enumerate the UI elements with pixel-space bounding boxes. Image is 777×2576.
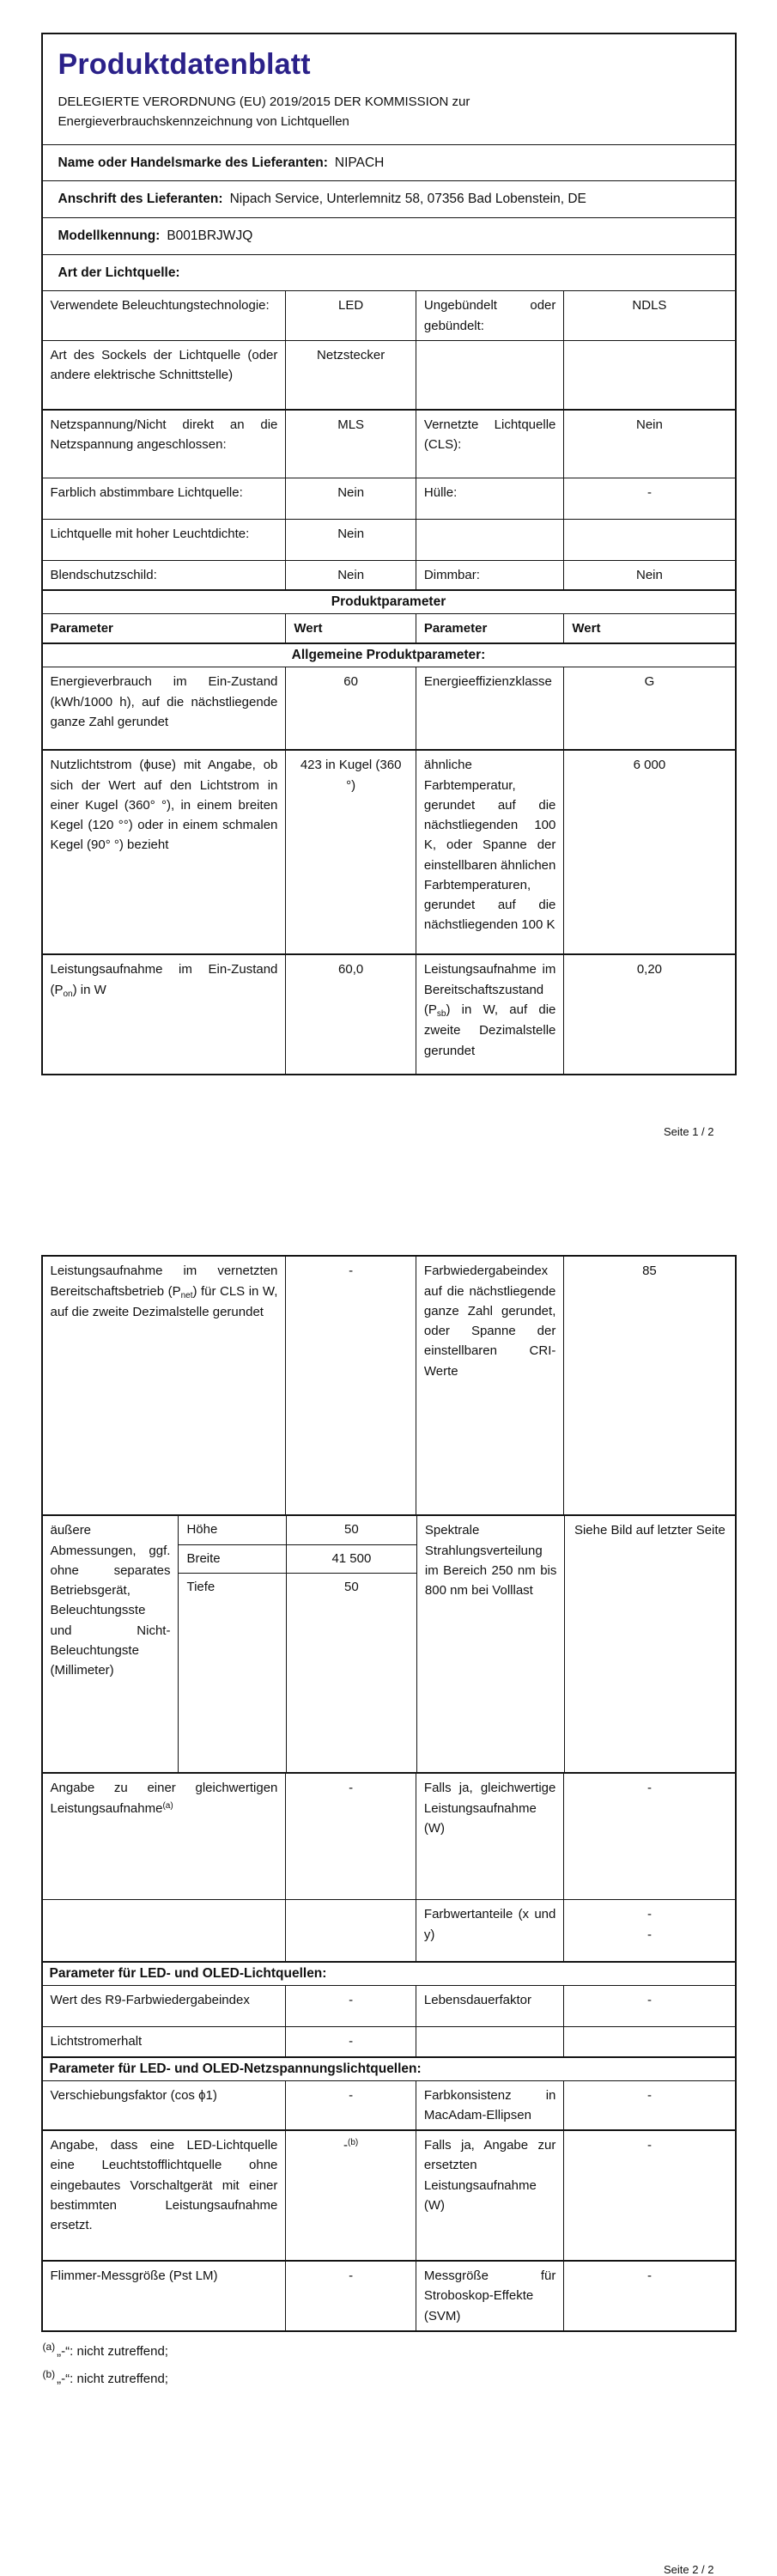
model-id-row bbox=[43, 217, 735, 254]
column-header: Parameter bbox=[50, 621, 113, 636]
param-cell: Verschiebungsfaktor (cos ϕ1) bbox=[50, 2087, 217, 2103]
table-row bbox=[43, 478, 735, 519]
table-row bbox=[43, 2129, 735, 2260]
table-row bbox=[43, 1899, 735, 1961]
param-cell bbox=[416, 341, 563, 409]
value-cell: - bbox=[563, 1774, 734, 1899]
param-cell: Farbkonsistenz in MacAdam-Ellipsen bbox=[416, 2081, 563, 2130]
superscript: (a) bbox=[162, 1800, 173, 1811]
value-cell: 6 000 bbox=[563, 751, 734, 953]
param-cell: Energieeffizienzklasse bbox=[416, 667, 563, 749]
table-row bbox=[43, 749, 735, 953]
value-line: - bbox=[646, 1907, 652, 1922]
param-cell: Lichtquelle mit hoher Leuchtdichte: bbox=[50, 526, 250, 541]
value-cell: - bbox=[563, 1986, 734, 2026]
param-cell: Art des Sockels der Lichtquelle (oder andere elektrische Schnittstelle) bbox=[50, 347, 278, 382]
param-cell: Netzspannung/Nicht direkt an die Netzspannung angeschlossen: bbox=[50, 417, 278, 452]
value-cell: 85 bbox=[563, 1257, 734, 1514]
dimensions-row bbox=[43, 1514, 735, 1772]
table-row bbox=[43, 667, 735, 749]
table-row bbox=[43, 953, 735, 1074]
param-cell bbox=[416, 2027, 563, 2055]
value-cell: 0,20 bbox=[563, 955, 734, 1074]
value-cell: Nein bbox=[563, 561, 734, 589]
footnote-marker: (a) bbox=[42, 2341, 56, 2353]
supplier-address-row bbox=[43, 180, 735, 217]
param-cell: Lebensdauerfaktor bbox=[416, 1986, 563, 2026]
datasheet-table-page-2 bbox=[41, 1255, 737, 2332]
value-cell: - bbox=[563, 2262, 734, 2330]
supplier-address-value: Nipach Service, Unterlemnitz 58, 07356 Bad Lobenstein, DE bbox=[229, 192, 586, 207]
column-header: Parameter bbox=[416, 614, 563, 642]
value-cell: - bbox=[563, 2081, 734, 2130]
value-cell: G bbox=[563, 667, 734, 749]
value-cell: NDLS bbox=[563, 291, 734, 340]
light-source-type-header: Art der Lichtquelle: bbox=[43, 254, 735, 291]
value-cell bbox=[563, 1900, 734, 1961]
table-row bbox=[43, 519, 735, 560]
param-cell: Farblich abstimmbare Lichtquelle: bbox=[50, 484, 243, 500]
dimension-value: 50 bbox=[286, 1516, 416, 1544]
dimension-sub-row bbox=[179, 1544, 416, 1574]
value-cell: LED bbox=[285, 291, 416, 340]
title-block bbox=[43, 34, 735, 144]
value-cell: MLS bbox=[285, 411, 416, 478]
model-id-value: B001BRJWJQ bbox=[167, 228, 253, 243]
section-band-led: Parameter für LED- und OLED-Lichtquellen: bbox=[43, 1961, 735, 1985]
param-cell: Leistungsaufnahme im Ein-Zustand $(P_{on})$ in W bbox=[50, 962, 278, 999]
table-row bbox=[43, 1772, 735, 1899]
page-2 bbox=[41, 1255, 737, 2576]
param-cell: ähnliche Farbtemperatur, gerundet auf die nächstliegenden 100 K, oder Spanne der einstellbaren ähnlichen Farbtemperaturen, gerundet auf die nächstliegenden 100 K bbox=[416, 751, 563, 953]
value-cell: Nein bbox=[285, 561, 416, 589]
table-row bbox=[43, 2080, 735, 2130]
table-row bbox=[43, 1257, 735, 1514]
value-cell: - bbox=[563, 2131, 734, 2260]
param-cell: Ungebündelt oder gebündelt: bbox=[416, 291, 563, 340]
param-cell: Farbwertanteile (x und y) bbox=[416, 1900, 563, 1961]
dimensions-sub-table bbox=[178, 1516, 416, 1772]
value-cell: Nein bbox=[563, 411, 734, 478]
superscript: (b) bbox=[348, 2138, 359, 2147]
value-cell: 60,0 bbox=[285, 955, 416, 1074]
value-cell: Netzstecker bbox=[285, 341, 416, 409]
param-cell: Leistungsaufnahme im vernetzten Bereitschaftsbetrieb $(P_{net})$ für CLS in W, auf die zweite Dezimalstelle gerundet bbox=[50, 1264, 278, 1319]
supplier-name-label: Name oder Handelsmarke des Lieferanten: bbox=[58, 155, 328, 170]
supplier-name-row bbox=[43, 144, 735, 181]
param-cell bbox=[43, 1900, 286, 1961]
section-band-allgemein: Allgemeine Produktparameter: bbox=[43, 642, 735, 667]
dimension-key: Breite bbox=[186, 1550, 221, 1566]
table-row bbox=[43, 560, 735, 589]
footnote-marker: (b) bbox=[42, 2367, 56, 2380]
dimensions-label-cell: äußere Abmessungen, ggf. ohne separates Betriebsgerät, Beleuchtungsste und Nicht-Beleuchtungste (Millimeter) bbox=[50, 1523, 171, 1678]
footnote-text: „-“: nicht zutreffend; bbox=[57, 2344, 168, 2359]
param-cell: Vernetzte Lichtquelle (CLS): bbox=[416, 411, 563, 478]
value-line: - bbox=[646, 1927, 652, 1942]
param-cell: Verwendete Beleuchtungstechnologie: bbox=[50, 298, 270, 314]
table-row bbox=[43, 290, 735, 340]
dimension-key: Höhe bbox=[186, 1522, 218, 1538]
page-2-footer: Seite 2 / 2 bbox=[663, 2563, 714, 2576]
column-header: Wert bbox=[285, 614, 416, 642]
value-cell: 60 bbox=[285, 667, 416, 749]
param-cell: Falls ja, gleichwertige Leistungsaufnahme (W) bbox=[416, 1774, 563, 1899]
param-cell: Leistungsaufnahme im Bereitschaftszustand $(P_{sb})$ in W, auf die zweite Dezimalstelle gerundet bbox=[416, 955, 563, 1074]
param-cell: Farbwiedergabeindex auf die nächstliegende ganze Zahl gerundet, oder Spanne der einstellbaren CRI-Werte bbox=[416, 1257, 563, 1514]
regulation-subtitle: DELEGIERTE VERORDNUNG (EU) 2019/2015 DER KOMMISSION zur Energieverbrauchskennzeichnung von Lichtquellen bbox=[58, 94, 470, 130]
param-cell: Energieverbrauch im Ein-Zustand (kWh/1000 h), auf die nächstliegende ganze Zahl gerundet bbox=[50, 674, 278, 729]
footnote-text: „-“: nicht zutreffend; bbox=[57, 2371, 168, 2386]
value-cell: Siehe Bild auf letzter Seite bbox=[564, 1516, 734, 1772]
value-cell: - bbox=[285, 2081, 416, 2130]
param-cell: Messgröße für Stroboskop-Effekte (SVM) bbox=[416, 2262, 563, 2330]
table-row bbox=[43, 1985, 735, 2026]
dimension-value: 41 500 bbox=[286, 1545, 416, 1574]
param-cell: Blendschutzschild: bbox=[50, 567, 157, 582]
footnote bbox=[43, 2337, 735, 2365]
value-cell: - bbox=[285, 2262, 416, 2330]
value-cell bbox=[563, 520, 734, 560]
column-header: Wert bbox=[563, 614, 734, 642]
dimension-key: Tiefe bbox=[186, 1580, 215, 1595]
page-title: Produktdatenblatt bbox=[58, 48, 311, 81]
value-cell: - bbox=[285, 1986, 416, 2026]
column-header-row bbox=[43, 613, 735, 642]
param-cell: Spektrale Strahlungsverteilung im Bereich 250 nm bis 800 nm bei Volllast bbox=[416, 1516, 564, 1772]
supplier-address-label: Anschrift des Lieferanten: bbox=[58, 192, 223, 207]
subscript: sb bbox=[436, 1008, 446, 1019]
param-cell: Nutzlichtstrom (ϕuse) mit Angabe, ob sich der Wert auf den Lichtstrom in einer Kugel (360° °), in einem breiten Kegel (120 °°) oder in einem schmalen Kegel (90° °) bezieht bbox=[50, 758, 278, 853]
value-cell: - bbox=[285, 1774, 416, 1899]
value-cell bbox=[563, 341, 734, 409]
model-id-label: Modellkennung: bbox=[58, 228, 161, 243]
param-cell: Falls ja, Angabe zur ersetzten Leistungsaufnahme (W) bbox=[416, 2131, 563, 2260]
dimension-sub-row bbox=[179, 1573, 416, 1772]
footnotes bbox=[41, 2332, 737, 2391]
value-cell: - bbox=[285, 2027, 416, 2055]
subscript: net bbox=[180, 1290, 193, 1300]
param-cell: Flimmer-Messgröße (Pst LM) bbox=[50, 2268, 218, 2283]
param-cell: Dimmbar: bbox=[416, 561, 563, 589]
section-band-produktparameter: Produktparameter bbox=[43, 589, 735, 613]
param-cell: Angabe zu einer gleichwertigen Leistungsaufnahme$^{(a)}$ bbox=[50, 1781, 278, 1816]
param-cell: Wert des R9-Farbwiedergabeindex bbox=[50, 1993, 250, 2008]
table-row bbox=[43, 409, 735, 478]
param-cell: Angabe, dass eine LED-Lichtquelle eine Leuchtstofflichtquelle ohne eingebautes Vorschaltgerät mit einer bestimmten Leistungsaufnahme ersetzt. bbox=[50, 2138, 278, 2232]
table-row bbox=[43, 2260, 735, 2330]
table-row bbox=[43, 340, 735, 409]
value-cell bbox=[563, 2027, 734, 2055]
param-cell: Hülle: bbox=[416, 478, 563, 519]
page-1-footer: Seite 1 / 2 bbox=[663, 1125, 714, 1139]
param-cell: Lichtstromerhalt bbox=[50, 2034, 143, 2049]
subscript: on bbox=[63, 989, 73, 999]
value-cell: 423 in Kugel (360 °) bbox=[285, 751, 416, 953]
value-cell: - bbox=[285, 1257, 416, 1514]
page-1 bbox=[41, 33, 737, 1138]
value-cell: - bbox=[563, 478, 734, 519]
footnote bbox=[43, 2365, 735, 2392]
table-row bbox=[43, 2026, 735, 2055]
value-cell bbox=[285, 1900, 416, 1961]
value-cell: Nein bbox=[285, 478, 416, 519]
value-cell: Nein bbox=[285, 520, 416, 560]
param-cell bbox=[416, 520, 563, 560]
section-band-netzspannung: Parameter für LED- und OLED-Netzspannungslichtquellen: bbox=[43, 2056, 735, 2080]
value-cell: -$^{(b)}$ bbox=[285, 2131, 416, 2260]
dimension-value: 50 bbox=[286, 1574, 416, 1772]
supplier-name-value: NIPACH bbox=[334, 155, 385, 170]
dimension-sub-row bbox=[179, 1516, 416, 1544]
datasheet-table-page-1 bbox=[41, 33, 737, 1075]
